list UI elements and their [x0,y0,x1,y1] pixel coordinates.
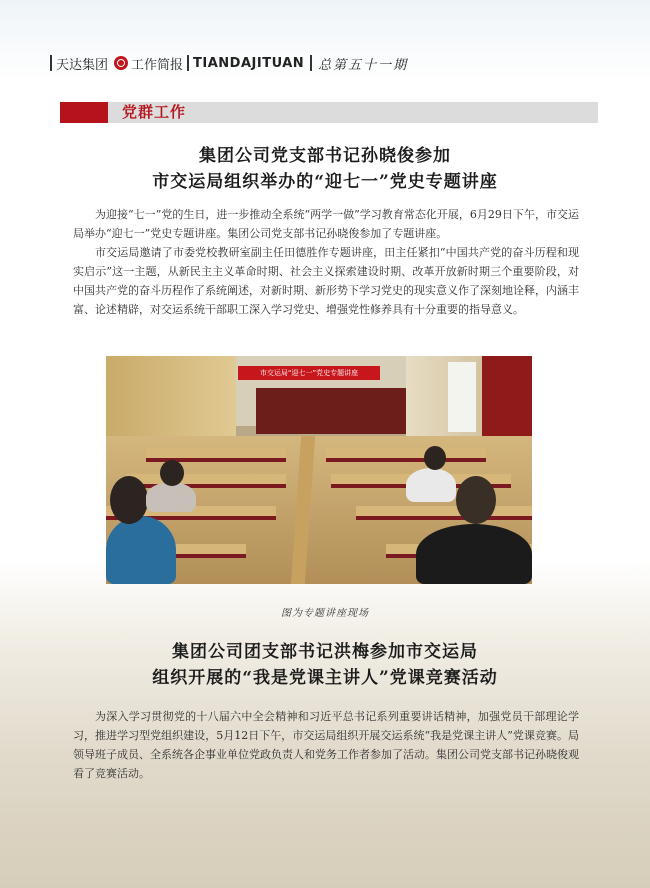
article1-title-line2: 市交运局组织举办的“迎七一”党史专题讲座 [152,172,498,192]
article2-title-line1: 集团公司团支部书记洪梅参加市交运局 [172,642,478,662]
article1-paragraph-1: 为迎接“七一”党的生日，进一步推动全系统“两学一做”学习教育常态化开展，6月29日下午，市交运局举办“迎七一”党史专题讲座。集团公司党支部书记孙晓俊参加了专题讲座。 [73,208,579,240]
page-header [46,52,408,74]
lecture-photo [106,356,532,584]
company-name: 天达集团 [56,57,109,73]
article1-title-line1: 集团公司党支部书记孙晓俊参加 [199,146,451,166]
header-divider [50,55,52,71]
article2-title-line2: 组织开展的“我是党课主讲人”党课竞赛活动 [152,668,498,688]
article1-paragraph-2: 市交运局邀请了市委党校教研室副主任田德胜作专题讲座，田主任紧扣“中国共产党的奋斗历程和现实启示”这一主题，从新民主主义革命时期、社会主义探索建设时期、改革开放新时期三个重要阶段，对中国共产党的奋斗历程作了系统阐述，对新时期、新形势下学习党史的现实意义作了深刻地诠释，内涵丰富、论述精辟，对交运系统干部职工深入学习党史、增强党性修养具有十分重要的指导意义。 [73,246,579,316]
section-title: 党群工作 [122,103,187,121]
company-english-name: TIANDAJITUAN [193,55,305,71]
publication-name: 工作简报 [131,57,184,73]
article2-paragraph-1: 为深入学习贯彻党的十八届六中全会精神和习近平总书记系列重要讲话精神，加强党员干部理论学习，推进学习型党组织建设，5月12日下午，市交运局组织开展交运系统“我是党课主讲人”党课竞赛。局领导班子成员、全系统各企事业单位党政负责人和党务工作者参加了活动。集团公司党支部书记孙晓俊观看了竞赛活动。 [73,710,579,780]
header-divider [187,55,189,71]
section-accent [60,102,108,123]
issue-number: 总第五十一期 [318,57,409,73]
photo-caption: 图为专题讲座现场 [281,608,369,619]
header-divider [310,55,312,71]
photo-banner: 市交运局“迎七一”党史专题讲座 [238,366,380,380]
section-header [60,102,598,123]
company-logo-icon [114,56,128,70]
